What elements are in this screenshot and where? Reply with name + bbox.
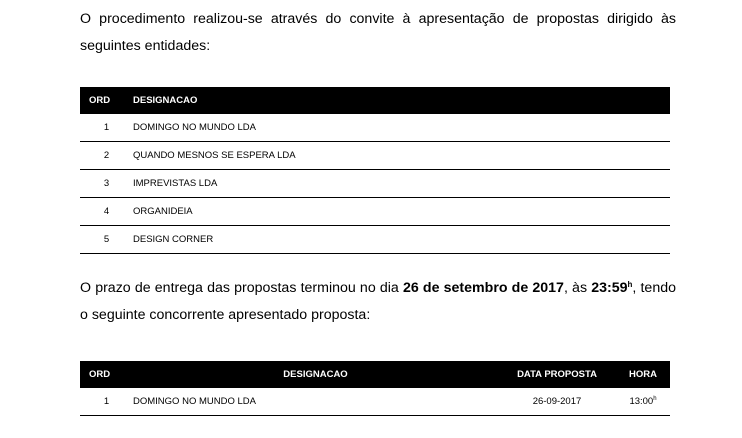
row-data-proposta: 26-09-2017 xyxy=(498,388,616,416)
row-designacao: DOMINGO NO MUNDO LDA xyxy=(133,114,670,142)
proposals-table xyxy=(80,361,670,416)
column-header-designacao: DESIGNACAO xyxy=(133,95,198,106)
table-row xyxy=(80,388,670,416)
row-ord: 1 xyxy=(80,114,133,142)
table-row xyxy=(80,170,670,198)
deadline-text-2: , às xyxy=(563,280,592,296)
column-header-hora: HORA xyxy=(629,369,657,380)
row-hora-suffix: h xyxy=(653,396,657,402)
row-ord: 4 xyxy=(80,198,133,226)
row-ord: 3 xyxy=(80,170,133,198)
deadline-time-suffix: h xyxy=(627,280,633,289)
row-ord: 2 xyxy=(80,142,133,170)
deadline-text-3: , tendo o seguinte concorrente apresentado proposta: xyxy=(80,280,676,323)
row-designacao: QUANDO MESNOS SE ESPERA LDA xyxy=(133,142,670,170)
row-ord: 5 xyxy=(80,226,133,254)
table-row xyxy=(80,142,670,170)
row-designacao: DESIGN CORNER xyxy=(133,226,670,254)
table-header-row xyxy=(80,361,670,388)
table-row xyxy=(80,226,670,254)
deadline-time: 23:59$^h$ xyxy=(591,280,633,296)
column-header-data-proposta: DATA PROPOSTA xyxy=(517,369,597,380)
row-ord: 1 xyxy=(80,388,133,416)
table-row xyxy=(80,198,670,226)
row-designacao: ORGANIDEIA xyxy=(133,198,670,226)
deadline-text-1: O prazo de entrega das propostas terminou no dia xyxy=(80,280,403,296)
row-designacao: IMPREVISTAS LDA xyxy=(133,170,670,198)
row-designacao: DOMINGO NO MUNDO LDA xyxy=(133,388,498,416)
column-header-designacao: DESIGNACAO xyxy=(283,369,348,380)
table-row xyxy=(80,114,670,142)
intro-paragraph: O procedimento realizou-se através do convite à apresentação de propostas dirigido às seguintes entidades: xyxy=(80,11,676,54)
deadline-paragraph xyxy=(80,275,676,329)
deadline-date: 26 de setembro de 2017 xyxy=(402,280,564,296)
row-hora: 13:00$^h$ xyxy=(616,388,670,416)
entities-table xyxy=(80,87,670,254)
column-header-ord: ORD xyxy=(89,95,111,106)
table-header-row xyxy=(80,87,670,114)
column-header-ord: ORD xyxy=(89,369,111,380)
